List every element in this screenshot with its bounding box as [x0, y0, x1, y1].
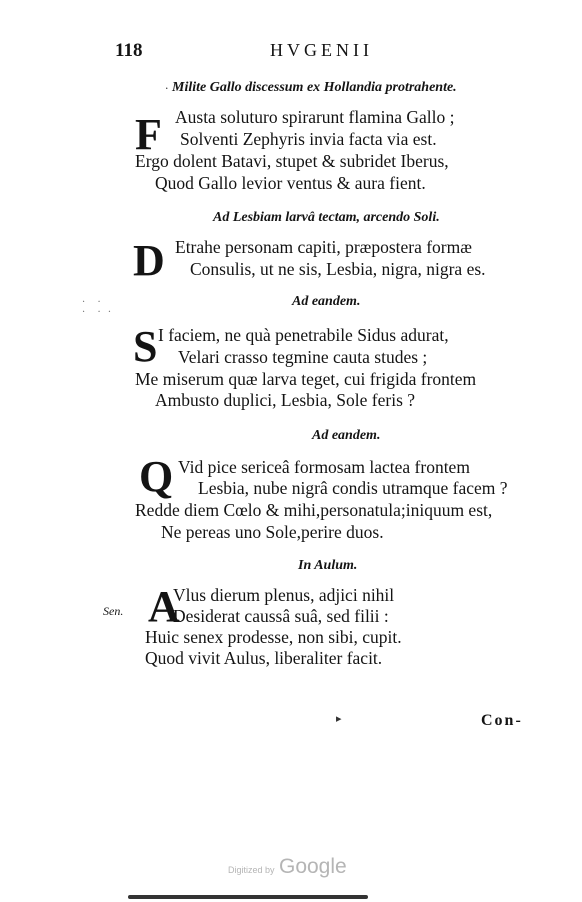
- poem-heading: Ad Lesbiam larvâ tectam, arcendo Soli.: [213, 210, 440, 225]
- verse-line: Vid pice sericeâ formosam lactea frontem: [178, 457, 470, 477]
- drop-capital: Q: [139, 452, 174, 501]
- poem-heading: Milite Gallo discessum ex Hollandia protrahente.: [172, 80, 457, 95]
- verse-line: Me miserum quæ larva teget, cui frigida frontem: [135, 369, 477, 389]
- ink-mark: ▸: [336, 712, 342, 725]
- drop-capital: F: [135, 110, 162, 159]
- verse-line: Redde diem Cœlo & mihi,personatula;iniquum est,: [135, 500, 493, 520]
- page-edge-shadow: [128, 895, 368, 899]
- verse-line: I faciem, ne quà penetrabile Sidus adurat,: [158, 325, 449, 345]
- running-title: HVGENII: [270, 40, 373, 60]
- verse-line: Lesbia, nube nigrâ condis utramque facem ?: [198, 478, 508, 498]
- paper-specks: · · · · ·: [82, 297, 114, 318]
- verse-line: Ergo dolent Batavi, stupet & subridet Iberus,: [135, 151, 449, 171]
- watermark-prefix: Digitized by: [228, 865, 275, 875]
- poem-heading: Ad eandem.: [312, 428, 381, 443]
- verse-line: Ne pereas uno Sole,perire duos.: [161, 522, 384, 542]
- verse-line: Vlus dierum plenus, adjici nihil: [173, 585, 395, 605]
- verse-line: Austa soluturo spirarunt flamina Gallo ;: [175, 107, 455, 127]
- verse-line: Etrahe personam capiti, præpostera formæ: [175, 237, 472, 257]
- verse-line: Quod vivit Aulus, liberaliter facit.: [145, 648, 383, 668]
- verse-line: Velari crasso tegmine cauta studes ;: [178, 347, 428, 367]
- catchword: Con-: [481, 712, 523, 729]
- margin-note: Sen.: [103, 604, 124, 618]
- page-number: 118: [115, 40, 143, 61]
- verse-line: Quod Gallo levior ventus & aura fient.: [155, 173, 426, 193]
- watermark-brand: Google: [278, 855, 347, 878]
- decorative-mark: ·: [165, 82, 169, 95]
- poem-heading: In Aulum.: [298, 558, 358, 573]
- verse-line: Solventi Zephyris invia facta via est.: [180, 129, 437, 149]
- poem-heading: Ad eandem.: [292, 294, 361, 309]
- drop-capital: A: [148, 582, 180, 631]
- drop-capital: S: [133, 322, 158, 371]
- digitized-watermark: [228, 855, 347, 879]
- verse-line: Desiderat caussâ suâ, sed filii :: [173, 606, 389, 626]
- drop-capital: D: [133, 236, 165, 285]
- verse-line: Consulis, ut ne sis, Lesbia, nigra, nigra es.: [190, 259, 486, 279]
- verse-line: Huic senex prodesse, non sibi, cupit.: [145, 627, 402, 647]
- verse-line: Ambusto duplici, Lesbia, Sole feris ?: [155, 390, 416, 410]
